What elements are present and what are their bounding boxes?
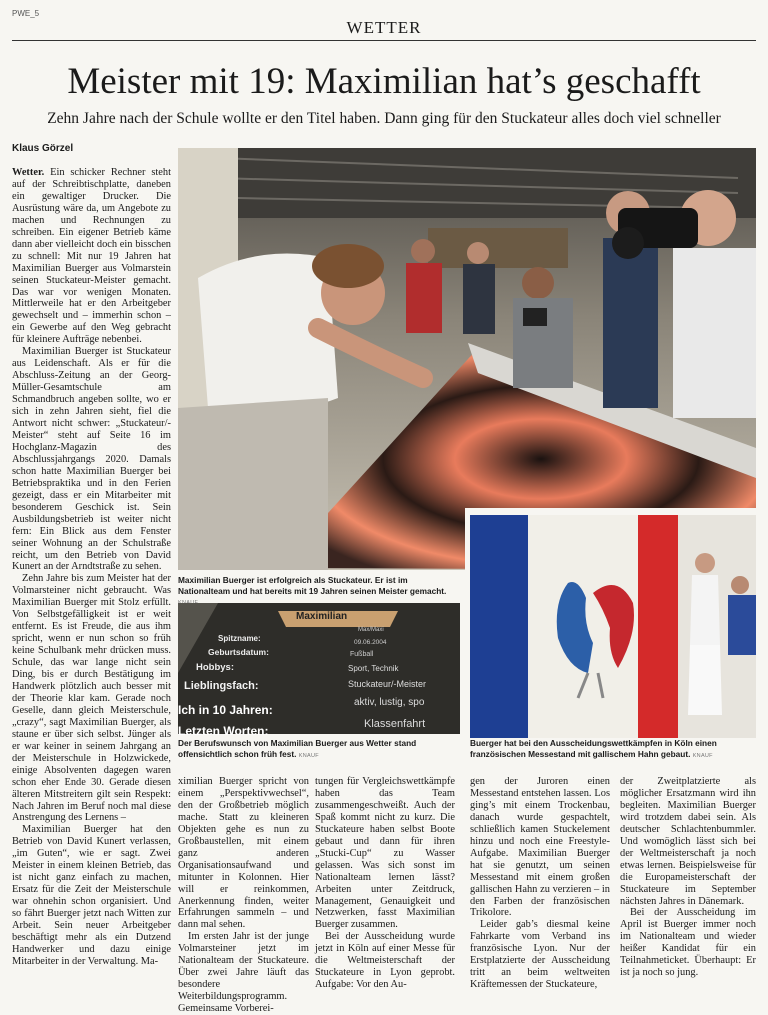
paragraph: Zehn Jahre bis zum Meister hat der Volmarsteiner nicht gebraucht. Was Maximilian Buerger mit Stolz erfüllt. Von Selbstgefälligkeit ist er weit entfernt. Es ist Freude, die aus ihm spricht, wenn er nun schon so früh keine Schulbank mehr drücken muss. Schule, das war lange nicht sein Ding, bis er durch Bestätigung im Handwerk plötzlich auch besser mit der Theorie klar kam. Gerade noch Geselle, dann gleich Meisterschule, „crazy“, sagt Maximilian Buerger, als staune er über sich selbst. Jünger als er war keiner in seinem Jahrgang an der Meisterschule in Holzwickede, einige Absolventen dagegen waren schon eher Ende 30. Gerade diesen älteren Mitstreitern gilt sein Respekt: Nach Jahren im Beruf noch mal diese Anstrengung des Lernens – xyxy=(12,573,171,824)
plasterer-photo-image xyxy=(178,148,756,570)
magazine-value-birthdate: 09.06.2004 xyxy=(354,639,387,646)
page-id: PWE_5 xyxy=(12,9,40,18)
magazine-label-hobbies: Hobbys: xyxy=(196,662,234,673)
article-column-3 xyxy=(315,776,455,991)
dateline: Wetter. xyxy=(12,167,45,178)
main-photo xyxy=(178,148,756,570)
main-photo-caption: Maximilian Buerger ist erfolgreich als Stuckateur. Er ist im Nationalteam und hat bereits mit 19 Jahren seinen Meister gemacht. xyxy=(178,575,460,609)
paragraph: Bei der Ausscheidung wurde jetzt in Köln auf einer Messe für die Weltmeisterschaft der Stuckateure in Lyon geprobt. Aufgabe: Vor den Au- xyxy=(315,931,455,991)
author: Klaus Görzel xyxy=(12,143,74,154)
rooster-photo-credit: KNAUF xyxy=(692,752,713,759)
magazine-value-hobbies: Fußball xyxy=(350,651,374,658)
magazine-label-words: Letzten Worten: xyxy=(178,724,269,738)
paragraph: Bei der Ausscheidung im April ist Buerger immer noch im Nationalteam und wieder heißer Kandidat für ein Teilnahmeticket. Überhaupt: Er ist ja noch so jung. xyxy=(620,907,756,979)
subheadline: Zehn Jahre nach der Schule wollte er den Titel haben. Dann ging für den Stuckateur alles doch viel schneller xyxy=(47,110,721,127)
paragraph: Maximilian Buerger ist Stuckateur aus Leidenschaft. Als er für die Abschluss-Zeitung an der Georg-Müller-Gesamtschule am Schmandbruch angeben sollte, wo er sich in zehn Jahren sieht, fiel die Antwort nicht schwer: „Stuckateur/-Meister“ steht auf Seite 16 im Hochglanz-Magazin des Abschlussjahrgangs 2020. Damals schon hatte Maximilian Buerger bei Betriebspraktika und in den Ferien gezeigt, dass er ein Mitarbeiter mit besonderem Geschick ist. Sein Ausbildungsbetrieb ist weiter nicht fern: Ein Blick aus dem Fenster seiner Wohnung an der Schulstraße reicht, um den Betrieb von David Kunert an der Arndtstraße zu sehen. xyxy=(12,346,171,573)
magazine-photo-credit: KNAUF xyxy=(298,752,319,759)
section-rule xyxy=(12,40,756,41)
headline: Meister mit 19: Maximilian hat’s geschafft xyxy=(67,61,701,102)
paragraph: tungen für Vergleichswettkämpfe haben das Team zusammengeschweißt. Auch der Spaß kommt nicht zu kurz. Die Stuckateure haben selbst Boote gebaut und dann für ihren „Stucki-Cup“ zu Wasser gelassen. Was sich sonst im Nationalteam lernen lässt? Arbeiten unter Zeitdruck, Management, Genauigkeit und Netzwerken, fasst Maximilian Buerger zusammen. xyxy=(315,776,455,931)
magazine-label-birthdate: Geburtsdatum: xyxy=(208,647,269,657)
magazine-label-nickname: Spitzname: xyxy=(218,634,261,643)
rooster-photo-caption: Buerger hat bei den Ausscheidungswettkämpfen in Köln einen französischen Messestand mit gallischem Hahn gebaut. KNAUF xyxy=(470,738,717,759)
paragraph: Ein schicker Rechner steht auf der Schreibtischplatte, daneben ein gewaltiger Drucker. Die Ausrüstung wäre da, um Angebote zu machen und Rechnungen zu schreiben. Ein eigener Betrieb käme dann aber vielleicht doch ein bisschen zu schnell: Mit nur 19 Jahren hat Maximilian Buerger aus Volmarstein seinen Stuckateur-Meister gemacht. Das war vor wenigen Monaten. Mittlerweile hat er den Arbeitgeber gewechselt und – immerhin schon – ein Gewerbe auf den Weg gebracht für kleinere Aufträge nebenbei. xyxy=(12,167,171,346)
magazine-name: Maximilian xyxy=(296,611,348,622)
article-column-2 xyxy=(178,776,309,1015)
magazine-value-nickname: Max/Maxi xyxy=(358,627,384,633)
magazine-label-subject: Lieblingsfach: xyxy=(184,680,259,692)
magazine-value-traits: aktiv, lustig, spo xyxy=(354,697,425,708)
paragraph: Im ersten Jahr ist der junge Volmarsteiner jetzt im Nationalteam der Stuckateure. Über zwei Jahre läuft das besondere Weiterbildungsprogramm. Gemeinsame Vorberei- xyxy=(178,931,309,1015)
paragraph: gen der Juroren einen Messestand entstehen lassen. Los ging’s mit einem Trockenbau, danach wurde gespachtelt, schließlich kamen Stuckelement hinzu und noch eine Freestyle-Aufgabe. Maximilian Buerger hat sie genutzt, um seinen Messestand mit einem großen gallischen Hahn zu verzieren – in den Farben der französischen Trikolore. xyxy=(470,776,610,919)
magazine-value-subject: Sport, Technik xyxy=(348,664,399,673)
magazine-value-words: Klassenfahrt xyxy=(364,718,426,730)
paragraph: der Zweitplatzierte als möglicher Ersatzmann wird ihn begleiten. Maximilian Buerger wird trotzdem dabei sein. Als deutscher Schlachtenbummler. Und womöglich lässt sich bei der Weltmeisterschaft ja noch etwas lernen. Beispielsweise für die Europameisterschaft der Stuckateure im September nächsten Jahres in Dänemark. xyxy=(620,776,756,907)
tricolore-blue xyxy=(470,515,528,738)
rooster-stand-image xyxy=(470,515,761,745)
article-column-5 xyxy=(620,776,756,979)
magazine-photo xyxy=(178,603,460,738)
magazine-value-future: Stuckateur/-Meister xyxy=(348,679,427,689)
paragraph: Maximilian Buerger hat den Betrieb von David Kunert verlassen, „im Guten“, wie er sagt. Zwei Meister in einem kleinen Betrieb, das ist nicht ganz einfach zu machen, Ersatz für die Zeit der Meisterschule war ohnehin schon organisiert. Und so fährt Buerger jetzt nach Witten zur Arbeit. Sein neuer Arbeitgeber beschäftigt mehr als ein Dutzend Handwerker und dazu einige Mitarbeiter in der Verwaltung. Ma- xyxy=(12,824,171,967)
rooster-photo xyxy=(465,508,756,738)
magazine-photo-caption: Der Berufswunsch von Maximilian Buerger aus Wetter stand offensichtlich schon früh fest. KNAUF xyxy=(178,738,417,759)
tricolore-red xyxy=(638,515,678,738)
article-column-4 xyxy=(470,776,610,991)
article-column-1 xyxy=(12,167,171,967)
paragraph: Leider gab’s diesmal keine Fahrkarte vom Verband ins französische Lyon. Nur der Erstplatzierte der Ausscheidung tritt an beim weltweiten Kräftemessen der Stuckateure, xyxy=(470,919,610,991)
section-title: WETTER xyxy=(346,18,422,37)
paragraph: ximilian Buerger spricht von einem „Perspektivwechsel“, den der Großbetrieb möglich mache. Statt zu kleineren Objekten gehe es nun zu Großbaustellen, mit einem ganz anderen Organisationsaufwand und mitunter in Kolonnen. Hier will er reinkommen, Anerkennung finden, weiter Erfahrungen sammeln – und dann mal sehen. xyxy=(178,776,309,931)
magazine-label-future: Ich in 10 Jahren: xyxy=(178,703,273,717)
